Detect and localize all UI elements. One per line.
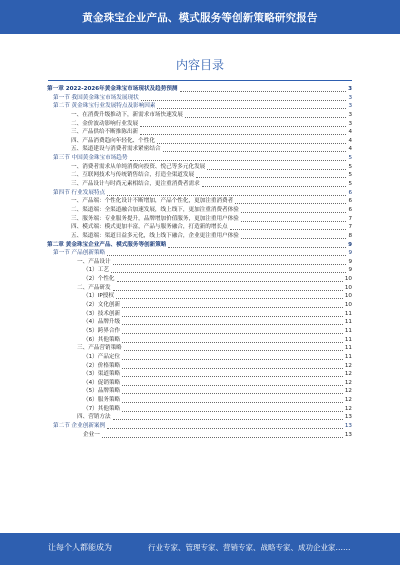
toc-entry[interactable] bbox=[47, 215, 352, 224]
toc-entry-title: 三、服务端：专业服务提升，品牌增加价值服务，更加注重用户体验 bbox=[71, 215, 239, 222]
toc-entry-title: 第一章 2022-2026年黄金珠宝市场现状及趋势预测 bbox=[47, 86, 178, 92]
toc-entry-title: 四、产品消费趋向年轻化、个性化 bbox=[71, 137, 155, 144]
toc-leader-dots bbox=[116, 292, 343, 299]
toc-leader-dots bbox=[207, 163, 346, 170]
toc-entry[interactable] bbox=[47, 370, 352, 379]
toc-entry-title: （2）文化创新 bbox=[83, 302, 121, 309]
toc-page-number: 10 bbox=[344, 284, 352, 291]
toc-page-number: 9 bbox=[348, 258, 352, 265]
toc-page-number: 3 bbox=[348, 103, 352, 110]
toc-entry-title: 三、产品供给不断推陈出新 bbox=[71, 129, 139, 136]
toc-leader-dots bbox=[124, 344, 343, 351]
toc-entry-title: 二、金价波动影响行业发展 bbox=[71, 120, 139, 127]
toc-entry[interactable] bbox=[47, 422, 352, 431]
toc-entry[interactable] bbox=[47, 310, 352, 319]
toc-page-number: 11 bbox=[344, 336, 352, 343]
toc-page-number: 11 bbox=[344, 310, 352, 317]
toc-entry-title: 一、产品设计 bbox=[77, 258, 111, 265]
toc-entry[interactable] bbox=[47, 336, 352, 345]
toc-page-number: 10 bbox=[344, 302, 352, 309]
toc-entry-title: 第二节 黄金珠宝行业发展特点及影响因素 bbox=[53, 103, 156, 110]
toc-page-number: 4 bbox=[348, 137, 352, 144]
table-of-contents bbox=[47, 85, 352, 439]
toc-leader-dots bbox=[122, 405, 343, 412]
toc-entry-title: 第三节 中国黄金珠宝市场趋势 bbox=[53, 155, 128, 162]
toc-page-number: 12 bbox=[344, 405, 352, 412]
toc-entry-title: （4）品牌升级 bbox=[83, 319, 121, 326]
footer-description: 行业专家、管理专家、营销专家、战略专家、成功企业家…… bbox=[148, 543, 351, 552]
toc-entry[interactable] bbox=[47, 292, 352, 301]
toc-entry[interactable] bbox=[47, 180, 352, 189]
toc-leader-dots bbox=[168, 241, 346, 248]
toc-leader-dots bbox=[122, 310, 343, 317]
toc-entry-title: 第二节 企业创新案例 bbox=[53, 422, 106, 429]
toc-leader-dots bbox=[235, 197, 346, 204]
toc-page-number: 6 bbox=[348, 198, 352, 205]
toc-entry[interactable] bbox=[47, 275, 352, 284]
toc-entry-title: 三、产品设计与时尚元素相结合，更注重消费者需求 bbox=[71, 181, 200, 188]
toc-page-number: 9 bbox=[348, 250, 352, 257]
report-title: 黄金珠宝企业产品、模式服务等创新策略研究报告 bbox=[82, 12, 318, 24]
toc-page-number: 4 bbox=[348, 129, 352, 136]
toc-page-number: 12 bbox=[344, 397, 352, 404]
toc-entry[interactable] bbox=[47, 431, 352, 440]
toc-leader-dots bbox=[122, 379, 343, 386]
toc-leader-dots bbox=[202, 180, 346, 187]
toc-entry-title: 一、产品端：个性化设计不断增加，产品个性化，更加注重消费者 bbox=[71, 198, 234, 205]
toc-leader-dots bbox=[122, 336, 343, 343]
toc-entry[interactable] bbox=[47, 206, 352, 215]
toc-entry[interactable] bbox=[47, 396, 352, 405]
toc-entry-title: 第四节 行业发展特点 bbox=[53, 189, 106, 196]
toc-page-number: 5 bbox=[348, 163, 352, 170]
toc-page-number: 12 bbox=[344, 388, 352, 395]
toc-leader-dots bbox=[241, 232, 346, 239]
toc-page-number: 3 bbox=[348, 120, 352, 127]
toc-entry-title: （3）技术创新 bbox=[83, 310, 121, 317]
toc-entry[interactable] bbox=[47, 318, 352, 327]
toc-page-number: 5 bbox=[348, 172, 352, 179]
toc-page-number: 3 bbox=[348, 111, 352, 118]
toc-leader-dots bbox=[107, 189, 346, 196]
toc-leader-dots bbox=[122, 396, 343, 403]
toc-leader-dots bbox=[122, 327, 343, 334]
toc-entry[interactable] bbox=[47, 94, 352, 103]
toc-leader-dots bbox=[157, 102, 346, 109]
toc-leader-dots bbox=[102, 431, 343, 438]
toc-entry[interactable] bbox=[47, 266, 352, 275]
toc-entry-title: 五、渠道建设与消费者需求紧密结合 bbox=[71, 146, 161, 153]
toc-leader-dots bbox=[113, 413, 343, 420]
toc-entry-title: 企业一 bbox=[83, 431, 100, 438]
toc-page-number: 10 bbox=[344, 276, 352, 283]
toc-page-number: 8 bbox=[348, 232, 352, 239]
toc-entry-title: （2）个性化 bbox=[83, 276, 115, 283]
toc-entry[interactable] bbox=[47, 163, 352, 172]
toc-entry[interactable] bbox=[47, 137, 352, 146]
toc-page-number: 7 bbox=[348, 224, 352, 231]
toc-page-number: 5 bbox=[348, 181, 352, 188]
toc-entry[interactable] bbox=[47, 128, 352, 137]
toc-leader-dots bbox=[157, 137, 346, 144]
toc-entry[interactable] bbox=[47, 362, 352, 371]
toc-entry[interactable] bbox=[47, 327, 352, 336]
toc-entry[interactable] bbox=[47, 145, 352, 154]
toc-leader-dots bbox=[140, 120, 346, 127]
toc-page-number: 6 bbox=[348, 189, 352, 196]
toc-page-number: 6 bbox=[348, 206, 352, 213]
footer-banner bbox=[0, 533, 400, 565]
toc-leader-dots bbox=[113, 284, 343, 291]
toc-page-number: 11 bbox=[344, 345, 352, 352]
toc-page-number: 13 bbox=[344, 431, 352, 438]
toc-entry-title: 二、渠道端：全渠道融合加速发展，线上线下，更加注重消费者体验 bbox=[71, 206, 239, 213]
toc-entry-title: 五、渠道端：渠道日益多元化，线上线下融合，企业更注重用户体验 bbox=[71, 232, 239, 239]
toc-entry[interactable] bbox=[47, 197, 352, 206]
toc-leader-dots bbox=[111, 266, 346, 273]
toc-entry[interactable] bbox=[47, 301, 352, 310]
toc-entry-title: 四、营销方法 bbox=[77, 414, 111, 421]
toc-entry-title: （5）跨界合作 bbox=[83, 327, 121, 334]
toc-entry[interactable] bbox=[47, 379, 352, 388]
toc-page-number: 10 bbox=[344, 293, 352, 300]
toc-entry-title: 三、产品营销策略 bbox=[77, 345, 122, 352]
toc-entry-title: （2）价格策略 bbox=[83, 362, 121, 369]
toc-entry-title: 一、消费者需求从单纯消费向投资、悦己等多元化发展 bbox=[71, 163, 206, 170]
toc-entry[interactable] bbox=[47, 353, 352, 362]
toc-leader-dots bbox=[122, 353, 343, 360]
toc-leader-dots bbox=[122, 370, 343, 377]
toc-entry[interactable] bbox=[47, 344, 352, 353]
toc-entry[interactable] bbox=[47, 249, 352, 258]
toc-entry-title: （4）促销策略 bbox=[83, 379, 121, 386]
toc-entry-title: 第二章 黄金珠宝企业产品、模式服务等创新策略 bbox=[47, 241, 167, 248]
toc-leader-dots bbox=[107, 422, 343, 429]
toc-heading-divider bbox=[48, 80, 352, 81]
toc-entry[interactable] bbox=[47, 154, 352, 163]
report-header-banner bbox=[0, 0, 400, 34]
toc-leader-dots bbox=[122, 387, 343, 394]
toc-entry-title: （7）其他策略 bbox=[83, 405, 121, 412]
toc-entry-title: 第一节 产品创新策略 bbox=[53, 250, 106, 257]
toc-entry-title: （6）服务策略 bbox=[83, 397, 121, 404]
toc-entry-title: （1）产品定位 bbox=[83, 353, 121, 360]
toc-page-number: 11 bbox=[344, 353, 352, 360]
toc-page-number: 12 bbox=[344, 362, 352, 369]
toc-leader-dots bbox=[230, 223, 346, 230]
toc-entry[interactable] bbox=[47, 405, 352, 414]
toc-leader-dots bbox=[141, 94, 346, 101]
toc-leader-dots bbox=[122, 318, 343, 325]
toc-entry-title: （1）工艺 bbox=[83, 267, 109, 274]
toc-page-number: 11 bbox=[344, 319, 352, 326]
toc-entry-title: 四、模式端：模式更加丰富，产品与服务融合，打造新的增长点 bbox=[71, 224, 228, 231]
toc-leader-dots bbox=[113, 258, 346, 265]
toc-leader-dots bbox=[163, 145, 346, 152]
toc-leader-dots bbox=[117, 275, 343, 282]
toc-page-number: 9 bbox=[348, 241, 352, 248]
footer-slogan: 让每个人都能成为 bbox=[48, 543, 112, 552]
toc-leader-dots bbox=[196, 171, 346, 178]
toc-leader-dots bbox=[122, 301, 343, 308]
toc-leader-dots bbox=[241, 206, 346, 213]
toc-entry[interactable] bbox=[47, 120, 352, 129]
toc-entry-title: （5）品牌策略 bbox=[83, 388, 121, 395]
toc-entry[interactable] bbox=[47, 111, 352, 120]
toc-leader-dots bbox=[140, 128, 346, 135]
toc-leader-dots bbox=[107, 249, 346, 256]
toc-page-number: 12 bbox=[344, 371, 352, 378]
toc-entry[interactable] bbox=[47, 85, 352, 94]
toc-entry-title: （6）其他策略 bbox=[83, 336, 121, 343]
toc-page-number: 13 bbox=[344, 422, 352, 429]
toc-entry[interactable] bbox=[47, 102, 352, 111]
toc-page-number: 5 bbox=[348, 155, 352, 162]
toc-leader-dots bbox=[241, 215, 346, 222]
toc-page-number: 3 bbox=[348, 94, 352, 101]
toc-leader-dots bbox=[122, 362, 343, 369]
toc-entry-title: 二、产品研发 bbox=[77, 284, 111, 291]
toc-page-number: 13 bbox=[344, 414, 352, 421]
toc-entry-title: （1）IP授权 bbox=[83, 293, 114, 300]
toc-entry-title: （3）渠道策略 bbox=[83, 371, 121, 378]
toc-leader-dots bbox=[185, 111, 346, 118]
toc-entry-title: 二、互联网技术与传统销售结合，打造全渠道发展 bbox=[71, 172, 195, 179]
toc-heading: 内容目录 bbox=[175, 58, 224, 72]
toc-entry[interactable] bbox=[47, 241, 352, 250]
toc-entry[interactable] bbox=[47, 258, 352, 267]
toc-entry[interactable] bbox=[47, 171, 352, 180]
toc-entry[interactable] bbox=[47, 223, 352, 232]
toc-entry[interactable] bbox=[47, 413, 352, 422]
toc-entry-title: 第一节 我国黄金珠宝市场发展现状 bbox=[53, 94, 139, 101]
toc-entry[interactable] bbox=[47, 189, 352, 198]
toc-page-number: 4 bbox=[348, 146, 352, 153]
toc-page-number: 12 bbox=[344, 379, 352, 386]
toc-entry[interactable] bbox=[47, 232, 352, 241]
toc-page-number: 11 bbox=[344, 327, 352, 334]
toc-leader-dots bbox=[180, 85, 346, 92]
toc-page-number: 7 bbox=[348, 215, 352, 222]
toc-entry-title: 一、在消费升级推动下，新需求市场快速发展 bbox=[71, 111, 183, 118]
toc-entry[interactable] bbox=[47, 284, 352, 293]
toc-leader-dots bbox=[130, 154, 346, 161]
toc-page-number: 9 bbox=[348, 267, 352, 274]
toc-entry[interactable] bbox=[47, 387, 352, 396]
toc-page-number: 3 bbox=[348, 86, 352, 92]
